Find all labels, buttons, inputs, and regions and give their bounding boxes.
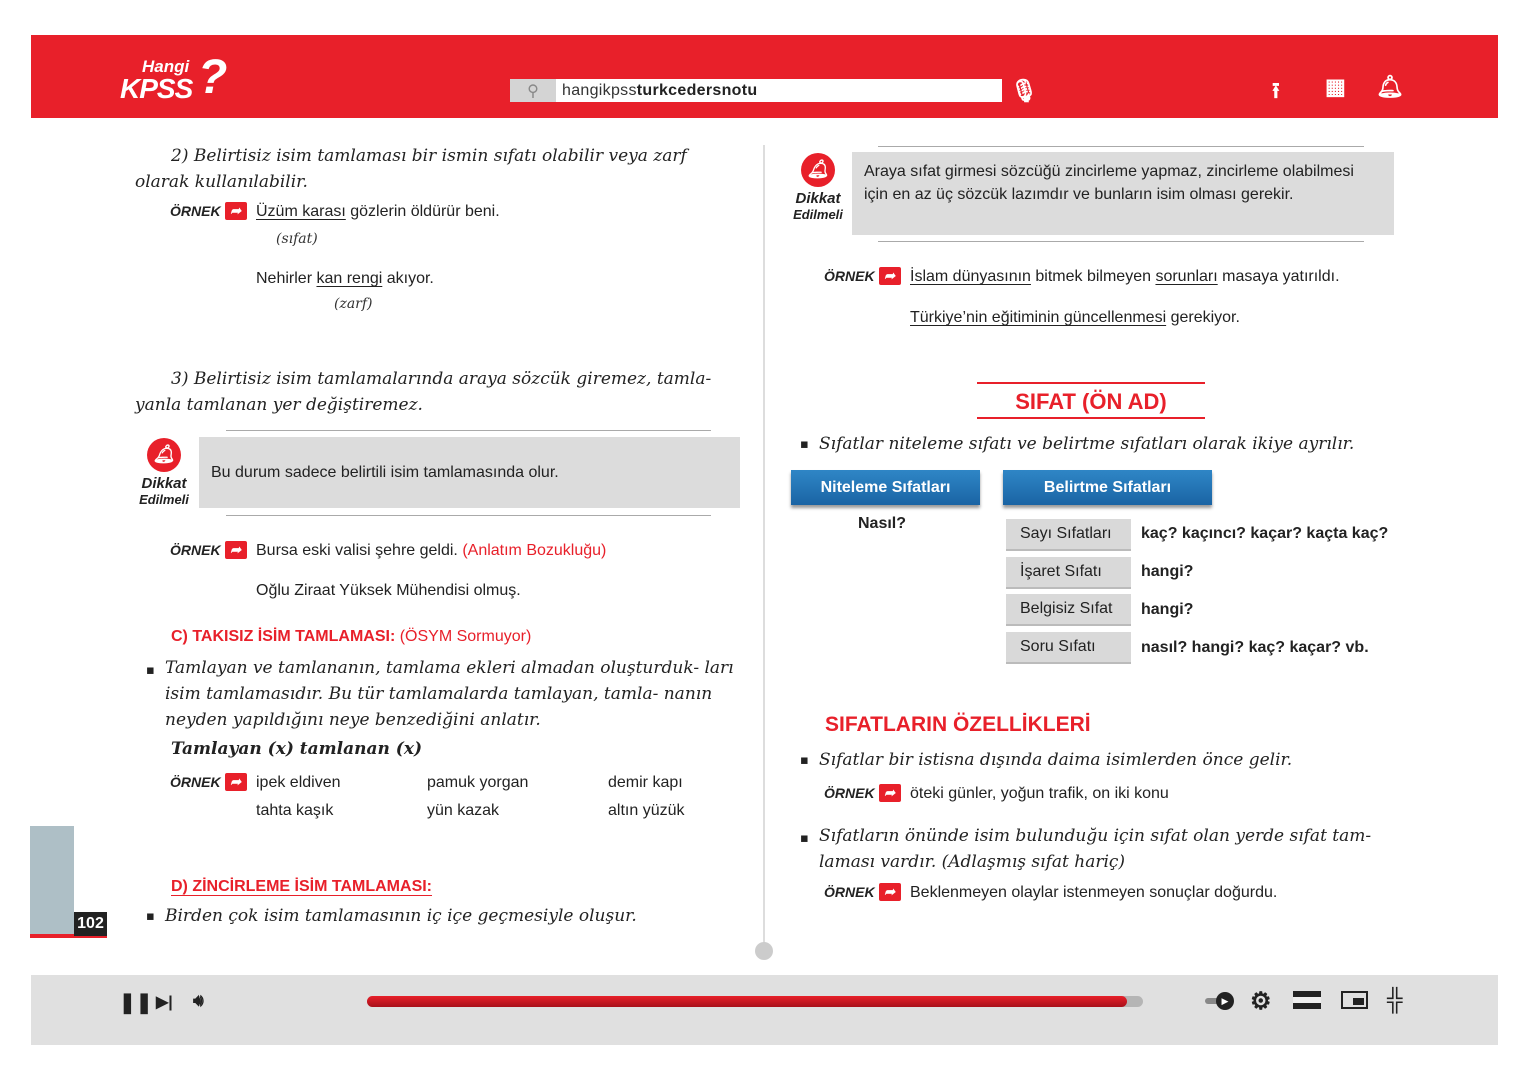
arrow-icon: ➦ (879, 784, 901, 802)
text: masaya yatırıldı. (1217, 268, 1340, 285)
example-item: demir kapı (608, 774, 683, 791)
ornek-label: ÖRNEK (170, 542, 221, 558)
paragraph-2: 2) Belirtisiz isim tamlaması bir ismin sıfatı olabilir veya zarf olarak kullanılabilir. (135, 146, 687, 192)
ornek-badge (170, 202, 247, 220)
progress-fill (367, 996, 1127, 1007)
ornek-label: ÖRNEK (170, 203, 221, 219)
text: Bursa eski valisi şehre geldi. (256, 542, 463, 559)
search-bar[interactable] (510, 79, 1002, 102)
type-question: nasıl? hangi? kaç? kaçar? vb. (1141, 639, 1369, 656)
title-line (977, 382, 1205, 384)
example-2 (256, 270, 434, 288)
settings-icon[interactable]: ⚙ (1250, 988, 1272, 1015)
text: gözlerin öldürür beni. (345, 203, 500, 220)
ozellik-example-2: Beklenmeyen olaylar istenmeyen sonuçlar doğurdu. (910, 884, 1278, 901)
arrow-icon: ➦ (879, 883, 901, 901)
divider (878, 146, 1364, 147)
niteleme-header: Niteleme Sıfatları (791, 470, 980, 505)
logo-q: ? (198, 51, 228, 104)
example-item: pamuk yorgan (427, 774, 529, 791)
page-tab (30, 826, 74, 938)
search-input[interactable] (556, 82, 757, 100)
example-item: ipek eldiven (256, 774, 341, 791)
apps-grid-icon[interactable]: ▦ (1325, 74, 1346, 99)
paragraph-3: 3) Belirtisiz isim tamlamalarında araya sözcük giremez, tamla- yanla tamlanan yer değiştiremez. (135, 369, 712, 415)
logo-main: KPSS (120, 73, 193, 104)
arrow-icon: ➦ (225, 541, 247, 559)
ornek-badge (170, 773, 247, 791)
arrow-icon: ➦ (225, 202, 247, 220)
note-zarf: (zarf) (334, 296, 373, 312)
section-d-bullet: ▪ Birden çok isim tamlamasının iç içe geçmesiyle oluşur. (165, 906, 740, 926)
microphone-icon[interactable]: 🎙︎ (1010, 78, 1038, 103)
example-r2 (910, 309, 1240, 327)
example-item: yün kazak (427, 802, 500, 819)
bell-icon: 🔔︎ (801, 153, 835, 187)
exit-fullscreen-icon[interactable]: ╬ (1387, 987, 1403, 1012)
note-box: Bu durum sadece belirtili isim tamlamasında olur. (199, 437, 740, 508)
dikkat-label: Dikkat (795, 190, 841, 207)
type-name: Soru Sıfatı (1006, 632, 1131, 664)
type-name: İşaret Sıfatı (1006, 557, 1131, 589)
sifat-title: SIFAT (ÖN AD) (1015, 389, 1167, 414)
logo-top: Hangi (142, 57, 190, 76)
next-icon[interactable]: ▶| (156, 994, 173, 1011)
type-question: hangi? (1141, 601, 1194, 618)
underlined: sorunları (1155, 268, 1218, 285)
autoplay-knob[interactable]: ▶ (1216, 992, 1234, 1010)
dikkat-badge (132, 438, 196, 507)
player-controls (31, 975, 1498, 1045)
divider (226, 515, 711, 516)
ozellik-example-1: öteki günler, yoğun trafik, on iki konu (910, 785, 1169, 802)
example-item: altın yüzük (608, 802, 685, 819)
text: Nehirler (256, 270, 317, 287)
section-d-title: D) ZİNCİRLEME İSİM TAMLAMASI: (171, 878, 433, 895)
title-line (977, 417, 1205, 419)
example-1 (256, 203, 500, 221)
subtitles-icon[interactable] (1293, 991, 1321, 1009)
example-item: tahta kaşık (256, 802, 334, 819)
formula-text: Tamlayan (x) tamlanan (x) (171, 739, 423, 759)
section-c-bullet: ▪ Tamlayan ve tamlananın, tamlama ekleri almadan oluşturduk- ları isim tamlamasıdır. Bu tür tamlamalarda tamlayan, tamla- nanın neyden yapıldığını neye benzediğini anlatır. (165, 655, 740, 733)
ozellik-bullet-2: ▪ Sıfatların önünde isim bulunduğu için sıfat olan yerde sıfat tam- laması vardır. (Adlaşmış sıfat hariç) (819, 823, 1384, 875)
search-icon[interactable]: ⚲ (510, 79, 556, 102)
volume-icon[interactable]: 🔊︎ (193, 991, 204, 1010)
notification-bell-icon[interactable]: 🔔︎ (1376, 74, 1404, 99)
progress-track[interactable] (367, 996, 1143, 1007)
note-box: Araya sıfat girmesi sözcüğü zincirleme yapmaz, zincirleme olabilmesi için en az üç sözcük lazımdır ve bunların isim olması gerekir. (852, 152, 1394, 235)
ozellikler-title: SIFATLARIN ÖZELLİKLERİ (825, 713, 1091, 736)
upload-icon[interactable]: ⭱ (1272, 78, 1280, 103)
ornek-badge (824, 267, 901, 285)
underlined: Üzüm karası (256, 203, 346, 220)
section-c-title (171, 628, 531, 646)
underlined: kan rengi (316, 270, 383, 287)
ornek-label: ÖRNEK (824, 268, 875, 284)
subtitle: (ÖSYM Sormuyor) (395, 628, 532, 645)
search-prefix: hangikpss (562, 81, 637, 99)
formula (171, 739, 422, 759)
arrow-icon: ➦ (879, 267, 901, 285)
example-4: Oğlu Ziraat Yüksek Mühendisi olmuş. (256, 582, 521, 599)
text: akıyor. (382, 270, 434, 287)
scroll-handle[interactable] (755, 942, 773, 960)
dikkat-label: Dikkat (141, 475, 187, 492)
example-3 (256, 542, 606, 560)
note-sifat: (sıfat) (276, 231, 318, 247)
page-divider (763, 145, 765, 950)
ornek-badge (170, 541, 247, 559)
type-question: kaç? kaçıncı? kaçar? kaçta kaç? (1141, 525, 1389, 542)
divider (226, 430, 711, 431)
type-name: Sayı Sıfatları (1006, 519, 1131, 551)
edilmeli-label: Edilmeli (793, 206, 843, 222)
ornek-label: ÖRNEK (170, 774, 221, 790)
ornek-badge (824, 883, 901, 901)
underlined: İslam dünyasının (910, 268, 1031, 285)
text: bitmek bilmeyen (1030, 268, 1156, 285)
red-note: (Anlatım Bozukluğu) (462, 542, 607, 559)
dikkat-badge (786, 153, 850, 222)
title: C) TAKISIZ İSİM TAMLAMASI: (171, 628, 396, 645)
type-name: Belgisiz Sıfat (1006, 594, 1131, 626)
belirtme-header: Belirtme Sıfatları (1003, 470, 1212, 505)
ornek-badge (824, 784, 901, 802)
ornek-label: ÖRNEK (824, 884, 875, 900)
type-question: hangi? (1141, 563, 1194, 580)
nasil-question: Nasıl? (858, 515, 907, 532)
example-r1 (910, 268, 1340, 286)
sifat-bullet: ▪ Sıfatlar niteleme sıfatı ve belirtme sıfatları olarak ikiye ayrılır. (819, 434, 1379, 454)
divider (878, 241, 1364, 242)
bell-icon: 🔔︎ (147, 438, 181, 472)
ornek-label: ÖRNEK (824, 785, 875, 801)
ozellik-bullet-1: ▪ Sıfatlar bir istisna dışında daima isimlerden önce gelir. (819, 750, 1379, 770)
text: gerekiyor. (1166, 309, 1240, 326)
search-bold: turkcedersnotu (636, 81, 758, 99)
pause-icon[interactable]: ❚❚ (119, 992, 153, 1014)
page-number: 102 (74, 912, 107, 936)
underlined: Türkiye’nin eğitiminin güncellenmesi (910, 309, 1167, 326)
miniplayer-icon[interactable] (1341, 991, 1368, 1009)
arrow-icon: ➦ (225, 773, 247, 791)
edilmeli-label: Edilmeli (139, 491, 189, 507)
logo[interactable] (120, 51, 228, 104)
